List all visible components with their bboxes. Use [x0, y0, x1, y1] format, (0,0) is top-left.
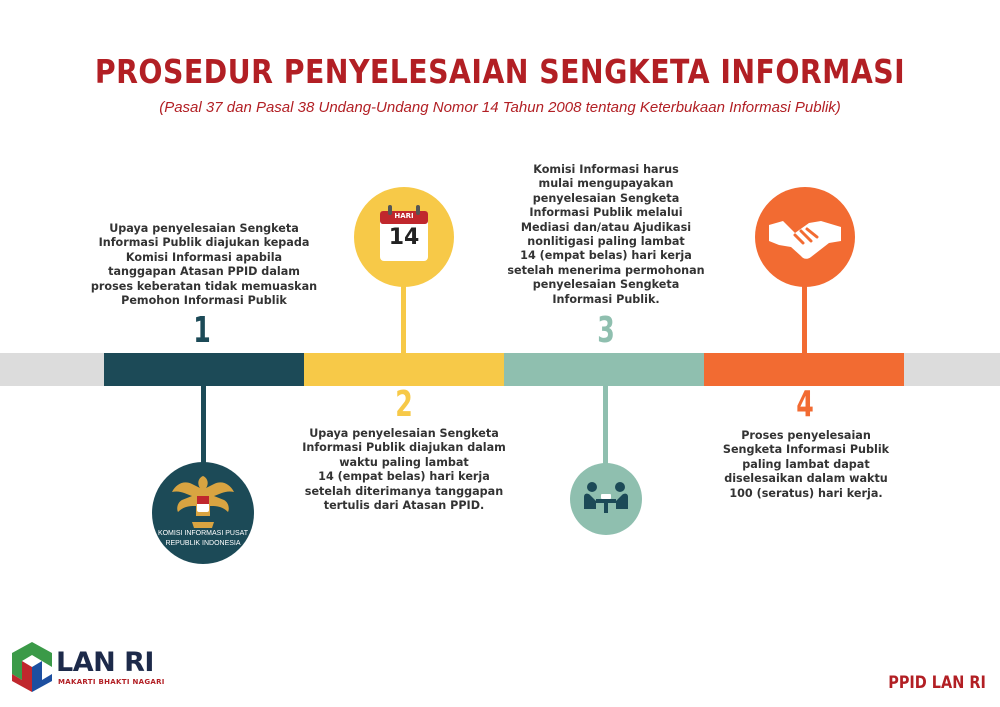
step-4-description: Proses penyelesaian Sengketa Informasi Publik paling lambat dapat diselesaikan dalam waktu 100 (seratus) hari kerja.	[722, 429, 890, 500]
step-4-connector	[802, 285, 807, 355]
handshake-icon	[755, 187, 855, 287]
step-1-icon-caption-line-2: REPUBLIK INDONESIA	[165, 540, 241, 547]
page-title: PROSEDUR PENYELESAIAN SENGKETA INFORMASI	[94, 52, 906, 91]
step-1-icon-circle	[152, 462, 254, 564]
garuda-emblem-icon	[152, 466, 254, 536]
step-1-icon-caption-line-1: KOMISI INFORMASI PUSAT	[157, 530, 249, 537]
ppid-brand: PPID LAN RI	[888, 673, 986, 693]
timeline-segment-2	[304, 353, 504, 386]
step-1-number: 1	[193, 310, 211, 351]
step-3-description: Komisi Informasi harus mulai mengupayakan penyelesaian Sengketa Informasi Publik melalui Mediasi dan/atau Ajudikasi nonlitigasi paling lambat 14 (empat belas) hari kerja setelah menerima permohonan penyelesaian Sengketa Informasi Publik.	[507, 163, 705, 306]
page-subtitle: (Pasal 37 dan Pasal 38 Undang-Undang Nomor 14 Tahun 2008 tentang Keterbukaan Informasi Publik)	[159, 99, 841, 116]
step-1-description: Upaya penyelesaian Sengketa Informasi Publik diajukan kepada Komisi Informasi apabila tanggapan Atasan PPID dalam proses keberatan tidak memuaskan Pemohon Informasi Publik	[90, 222, 318, 308]
step-4-number: 4	[796, 384, 814, 425]
lanri-logo-text: LAN RI	[56, 647, 154, 678]
lanri-logo-tagline: MAKARTI BHAKTI NAGARI	[58, 678, 165, 686]
timeline-segment-1	[104, 353, 304, 386]
step-4-icon-circle	[755, 187, 855, 287]
timeline-segment-3	[504, 353, 704, 386]
timeline-track-left	[0, 353, 104, 386]
timeline-segment-4	[704, 353, 904, 386]
step-2-description: Upaya penyelesaian Sengketa Informasi Publik diajukan dalam waktu paling lambat 14 (empat belas) hari kerja setelah diterimanya tanggapan tertulis dari Atasan PPID.	[302, 427, 506, 513]
step-2-number: 2	[395, 384, 413, 425]
step-1-connector	[201, 386, 206, 466]
meeting-icon	[570, 463, 642, 535]
step-3-icon-circle	[570, 463, 642, 535]
step-3-connector	[603, 386, 608, 466]
step-3-number: 3	[597, 310, 615, 351]
step-2-connector	[401, 285, 406, 355]
calendar-number: 14	[388, 225, 420, 250]
timeline-track-right	[904, 353, 1000, 386]
step-2-icon-circle	[354, 187, 454, 287]
lanri-logo-icon	[10, 640, 54, 694]
calendar-label: HARI	[394, 212, 414, 220]
